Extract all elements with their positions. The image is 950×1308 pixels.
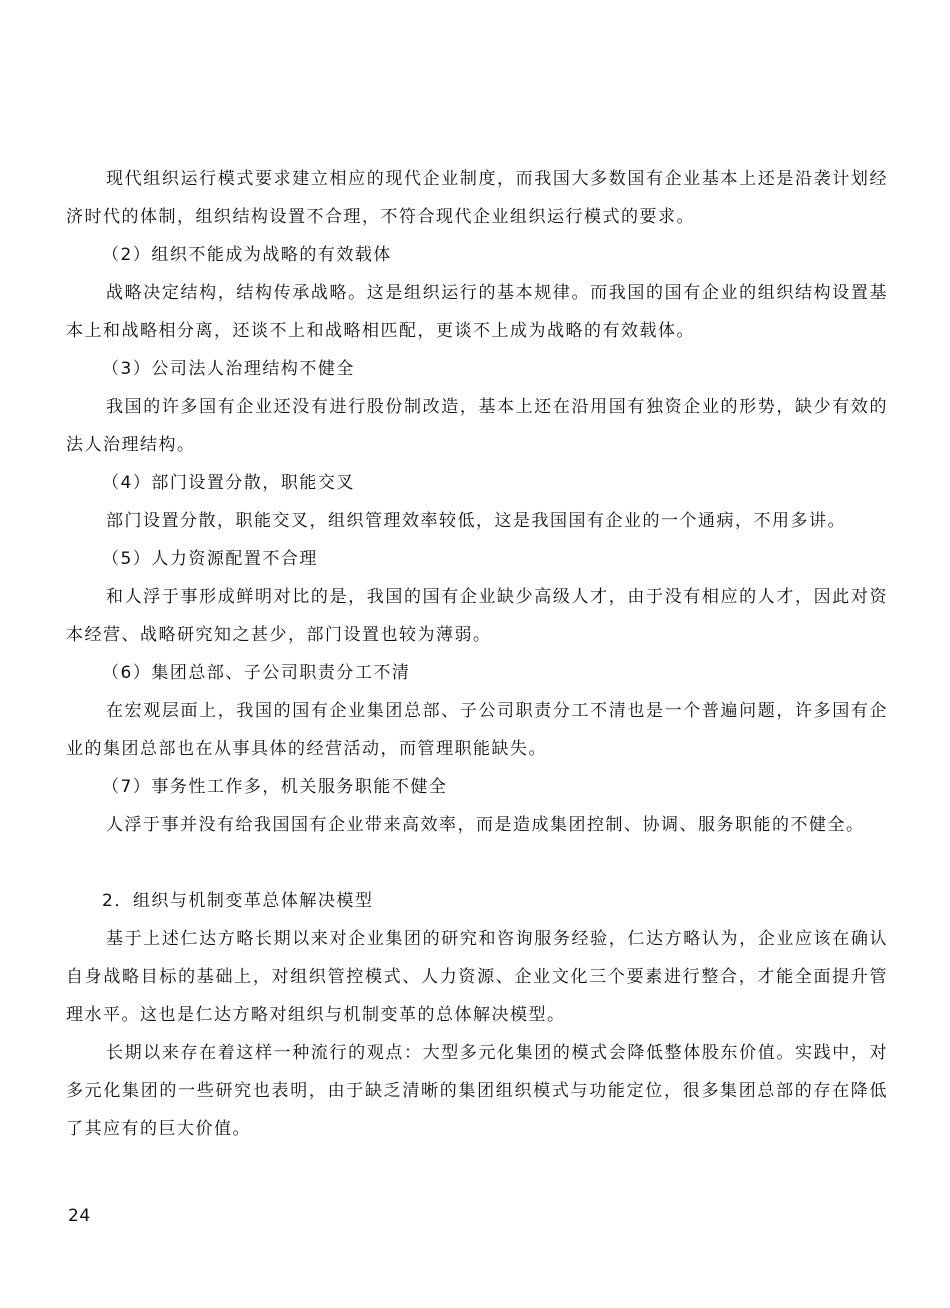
subheading-2: （2）组织不能成为战略的有效载体: [102, 245, 392, 265]
section-heading-model: 2．组织与机制变革总体解决模型: [102, 891, 374, 911]
subheading-6: （6）集团总部、子公司职责分工不清: [102, 663, 411, 683]
body-text: [66, 160, 888, 1148]
section-gap: [66, 844, 888, 882]
paragraph-6: 在宏观层面上，我国的国有企业集团总部、子公司职责分工不清也是一个普遍问题，许多国有企业的集团总部也在从事具体的经营活动，而管理职能缺失。: [66, 701, 888, 759]
paragraph-4: 部门设置分散，职能交叉，组织管理效率较低，这是我国国有企业的一个通病，不用多讲。: [106, 511, 846, 531]
paragraph-5: 和人浮于事形成鲜明对比的是，我国的国有企业缺少高级人才，由于没有相应的人才，因此对资本经营、战略研究知之甚少，部门设置也较为薄弱。: [66, 587, 888, 645]
subheading-5: （5）人力资源配置不合理: [102, 549, 318, 569]
subheading-7: （7）事务性工作多，机关服务职能不健全: [102, 777, 448, 797]
paragraph-2: 战略决定结构，结构传承战略。这是组织运行的基本规律。而我国的国有企业的组织结构设置基本上和战略相分离，还谈不上和战略相匹配，更谈不上成为战略的有效载体。: [66, 283, 888, 341]
paragraph-intro: 现代组织运行模式要求建立相应的现代企业制度，而我国大多数国有企业基本上还是沿袭计划经济时代的体制，组织结构设置不合理，不符合现代企业组织运行模式的要求。: [66, 169, 888, 227]
paragraph-7: 人浮于事并没有给我国国有企业带来高效率，而是造成集团控制、协调、服务职能的不健全。: [106, 815, 865, 835]
paragraph-model-2: 长期以来存在着这样一种流行的观点：大型多元化集团的模式会降低整体股东价值。实践中，对多元化集团的一些研究也表明，由于缺乏清晰的集团组织模式与功能定位，很多集团总部的存在降低了其应有的巨大价值。: [66, 1043, 888, 1139]
paragraph-model-1: 基于上述仁达方略长期以来对企业集团的研究和咨询服务经验，仁达方略认为，企业应该在确认自身战略目标的基础上，对组织管控模式、人力资源、企业文化三个要素进行整合，才能全面提升管理水平。这也是仁达方略对组织与机制变革的总体解决模型。: [66, 929, 888, 1025]
paragraph-3: 我国的许多国有企业还没有进行股份制改造，基本上还在沿用国有独资企业的形势，缺少有效的法人治理结构。: [66, 397, 888, 455]
page-number: 24: [68, 1206, 91, 1226]
subheading-4: （4）部门设置分散，职能交叉: [102, 473, 355, 493]
subheading-3: （3）公司法人治理结构不健全: [102, 359, 355, 379]
